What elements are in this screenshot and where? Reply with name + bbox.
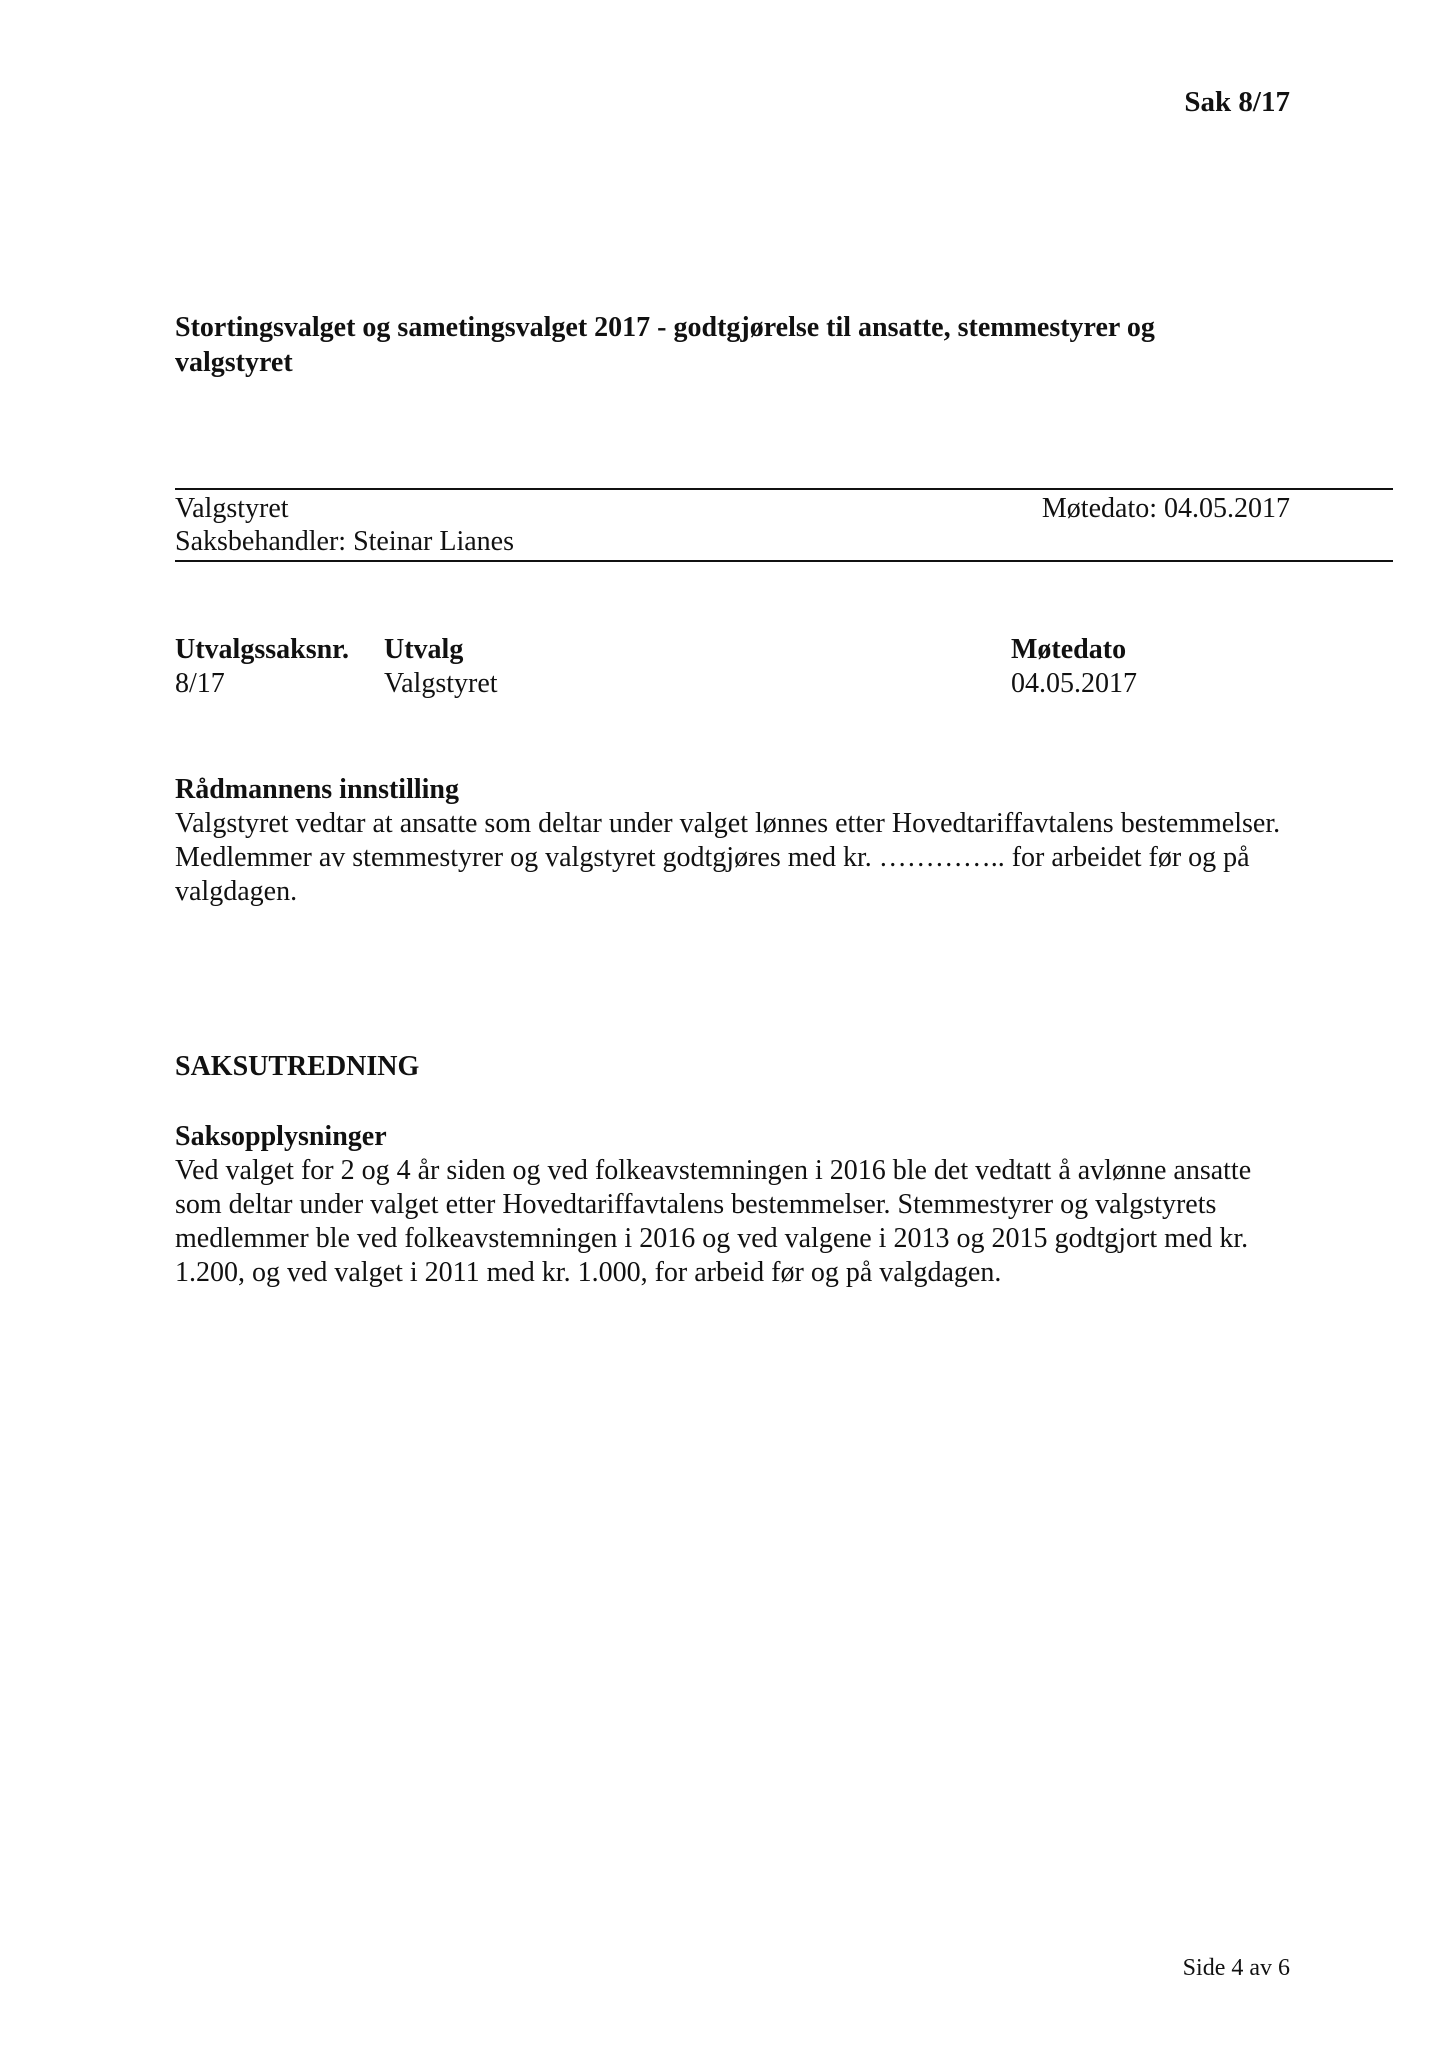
header-rule-bottom [175,560,1393,562]
case-handler: Saksbehandler: Steinar Lianes [175,526,515,557]
table-header-committee: Utvalg [384,634,464,665]
table-cell-case-no: 8/17 [175,668,225,699]
case-information-heading: Saksopplysninger [175,1121,387,1152]
recommendation-section [175,773,1285,909]
recommendation-heading: Rådmannens innstilling [175,774,459,805]
table-cell-committee: Valgstyret [384,668,498,699]
document-title: Stortingsvalget og sametingsvalget 2017 - godtgjørelse til ansatte, stemmestyrer og valgstyret [175,312,1155,378]
table-header-meeting-date: Møtedato [1011,634,1127,665]
case-number: Sak 8/17 [1184,86,1290,118]
recommendation-paragraph-1: Valgstyret vedtar at ansatte som deltar under valget lønnes etter Hovedtariffavtalens bestemmelser. [175,808,1281,839]
case-information-body: Ved valget for 2 og 4 år siden og ved folkeavstemningen i 2016 ble det vedtatt å avlønne ansatte som deltar under valget etter Hovedtariffavtalens bestemmelser. Stemmestyrer og valgstyrets medlemmer ble ved folkeavstemningen i 2016 og ved valgene i 2013 og 2015 godtgjort med kr. 1.200, og ved valget i 2011 med kr. 1.000, for arbeid før og på valgdagen. [175,1155,1252,1288]
case-information-section [175,1120,1285,1290]
header-rule-top [175,488,1393,490]
page-number: Side 4 av 6 [1182,1955,1290,1981]
table-header-case-no: Utvalgssaksnr. [175,634,350,665]
meeting-date: Møtedato: 04.05.2017 [1041,493,1290,524]
recommendation-paragraph-2: Medlemmer av stemmestyrer og valgstyret godtgjøres med kr. ………….. for arbeidet før og på valgdagen. [175,842,1250,907]
investigation-heading: SAKSUTREDNING [175,1051,420,1082]
committee-name: Valgstyret [175,493,289,524]
table-cell-meeting-date: 04.05.2017 [1011,668,1137,699]
